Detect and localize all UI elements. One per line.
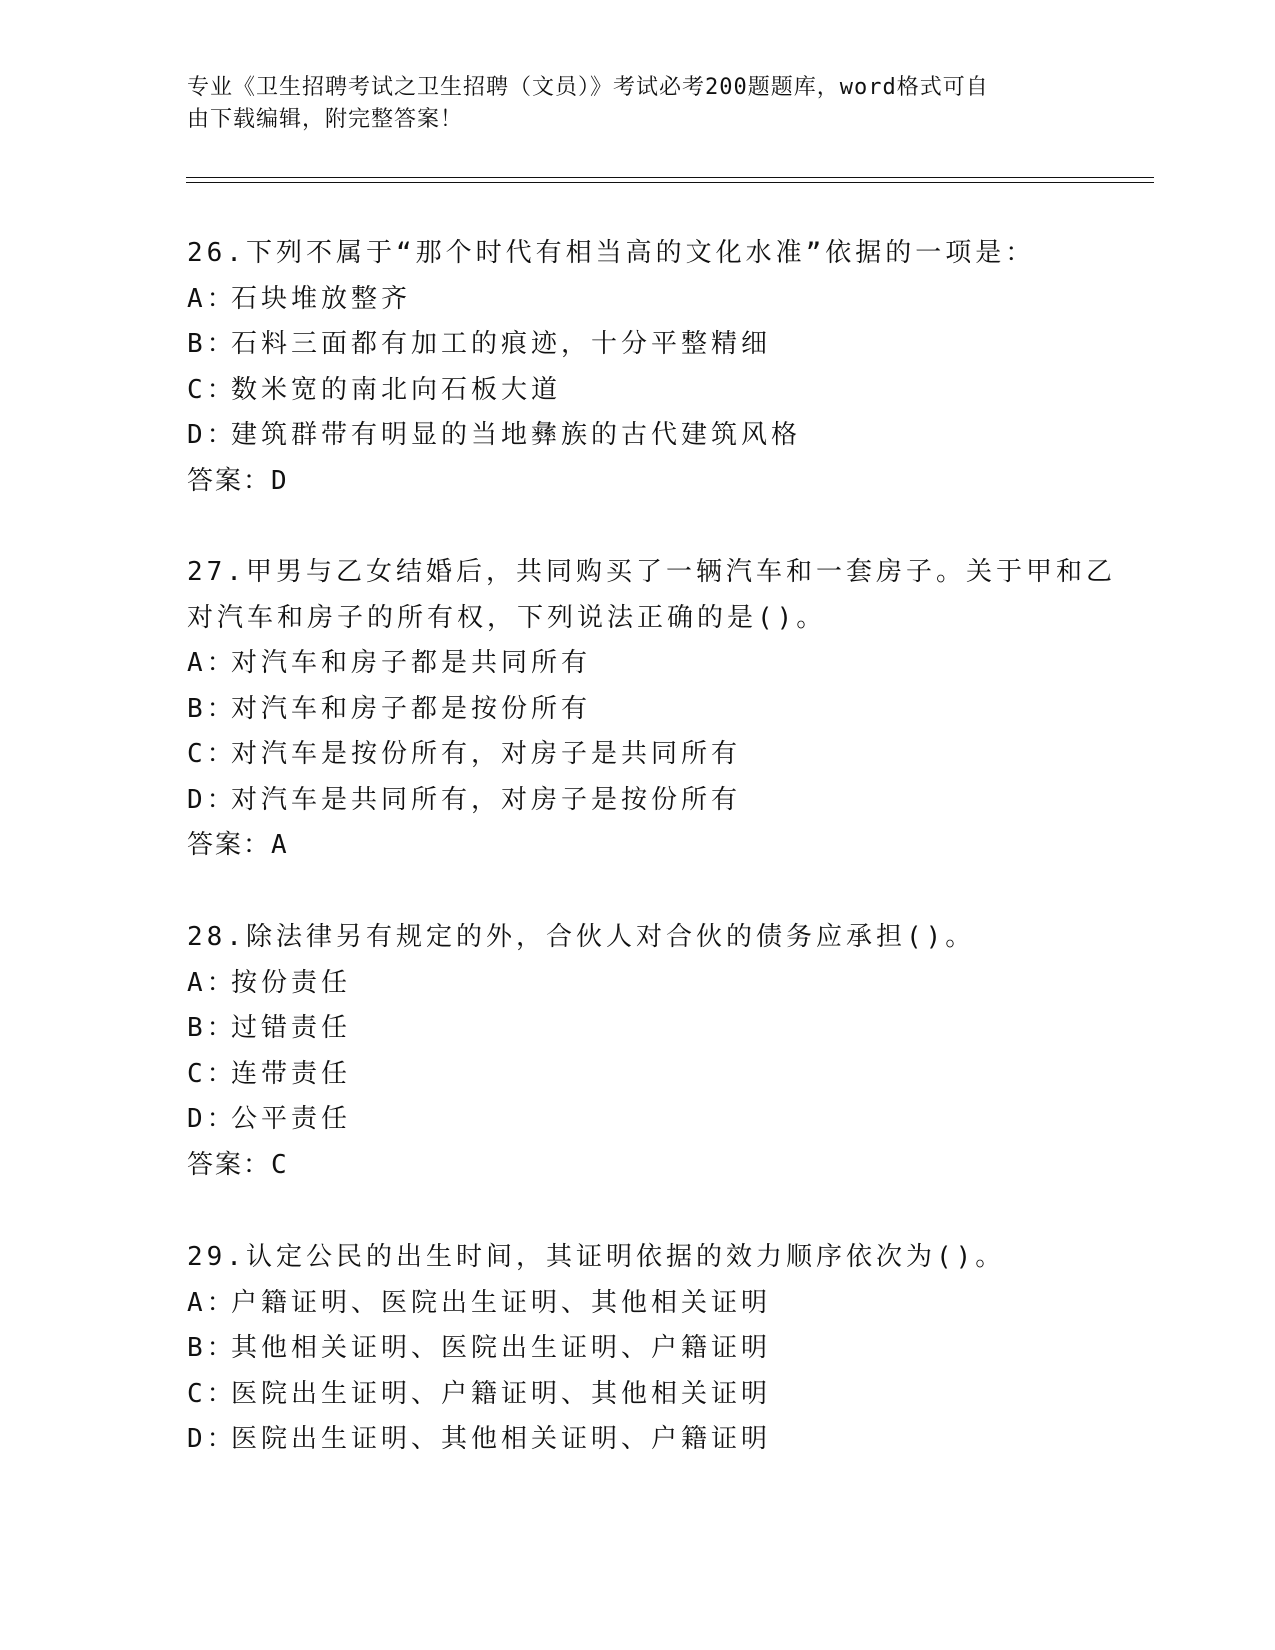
question-29 xyxy=(187,1235,1087,1463)
answer-label: 答案： xyxy=(187,1149,272,1180)
option-key: D： xyxy=(187,784,237,815)
option-a xyxy=(187,961,1087,1007)
option-b xyxy=(187,687,1087,733)
question-stem: 26.下列不属于“那个时代有相当高的文化水准”依据的一项是： xyxy=(187,238,1036,268)
document-header xyxy=(187,72,1087,136)
option-text: 户籍证明、医院出生证明、其他相关证明 xyxy=(231,1287,772,1318)
option-b xyxy=(187,1006,1087,1052)
answer-value: A xyxy=(271,830,289,860)
option-d xyxy=(187,778,1087,824)
answer xyxy=(187,1143,1087,1189)
option-key: C： xyxy=(187,739,237,769)
option-c xyxy=(187,1372,1087,1418)
option-text: 医院出生证明、其他相关证明、户籍证明 xyxy=(231,1424,772,1454)
option-key: B： xyxy=(187,1013,237,1043)
option-text: 公平责任 xyxy=(231,1104,352,1134)
option-key: A： xyxy=(187,283,237,314)
header-line-1: 专业《卫生招聘考试之卫生招聘（文员）》考试必考200题题库，word格式可自 xyxy=(187,75,989,100)
question-26 xyxy=(187,231,1087,504)
option-d xyxy=(187,413,1087,459)
header-divider-bottom xyxy=(186,182,1154,183)
question-stem: 29.认定公民的出生时间，其证明依据的效力顺序依次为()。 xyxy=(187,1242,1006,1272)
answer xyxy=(187,459,1087,505)
option-key: A： xyxy=(187,1287,237,1318)
option-key: C： xyxy=(187,374,237,405)
option-text: 其他相关证明、医院出生证明、户籍证明 xyxy=(231,1333,772,1363)
option-text: 建筑群带有明显的当地彝族的古代建筑风格 xyxy=(231,420,802,450)
option-a xyxy=(187,1281,1087,1327)
answer-value: C xyxy=(271,1149,289,1180)
question-28 xyxy=(187,915,1087,1188)
option-key: D： xyxy=(187,1424,237,1454)
option-b xyxy=(187,322,1087,368)
option-text: 对汽车和房子都是按份所有 xyxy=(231,693,592,724)
option-text: 对汽车是按份所有，对房子是共同所有 xyxy=(231,739,742,769)
question-27 xyxy=(187,550,1116,869)
option-a xyxy=(187,641,1087,687)
option-text: 石料三面都有加工的痕迹，十分平整精细 xyxy=(231,329,772,359)
option-text: 数米宽的南北向石板大道 xyxy=(231,374,562,405)
option-key: D： xyxy=(187,1104,237,1134)
question-stem-line-2: 对汽车和房子的所有权，下列说法正确的是()。 xyxy=(187,602,827,633)
question-stem: 28.除法律另有规定的外，合伙人对合伙的债务应承担()。 xyxy=(187,922,976,952)
option-d xyxy=(187,1097,1087,1143)
option-text: 过错责任 xyxy=(231,1013,352,1043)
option-c xyxy=(187,1052,1087,1098)
option-key: C： xyxy=(187,1378,237,1409)
answer-label: 答案： xyxy=(187,465,272,496)
option-key: A： xyxy=(187,967,237,998)
answer xyxy=(187,823,1087,869)
option-key: C： xyxy=(187,1058,237,1089)
option-b xyxy=(187,1326,1087,1372)
option-d xyxy=(187,1417,1087,1463)
header-divider-top xyxy=(186,177,1154,178)
option-a xyxy=(187,277,1087,323)
option-c xyxy=(187,732,1087,778)
option-key: B： xyxy=(187,1333,237,1363)
option-key: B： xyxy=(187,329,237,359)
option-key: D： xyxy=(187,420,237,450)
option-text: 对汽车和房子都是共同所有 xyxy=(231,648,592,678)
option-key: A： xyxy=(187,648,237,678)
option-text: 石块堆放整齐 xyxy=(231,283,412,314)
header-line-2: 由下载编辑，附完整答案！ xyxy=(187,107,464,132)
option-text: 对汽车是共同所有，对房子是按份所有 xyxy=(231,784,742,815)
option-key: B： xyxy=(187,693,237,724)
question-stem-line-1: 27.甲男与乙女结婚后，共同购买了一辆汽车和一套房子。关于甲和乙 xyxy=(187,557,1116,587)
answer-label: 答案： xyxy=(187,830,272,860)
option-c xyxy=(187,368,1087,414)
option-text: 医院出生证明、户籍证明、其他相关证明 xyxy=(231,1378,772,1409)
option-text: 按份责任 xyxy=(231,967,352,998)
option-text: 连带责任 xyxy=(231,1058,352,1089)
answer-value: D xyxy=(271,465,289,496)
